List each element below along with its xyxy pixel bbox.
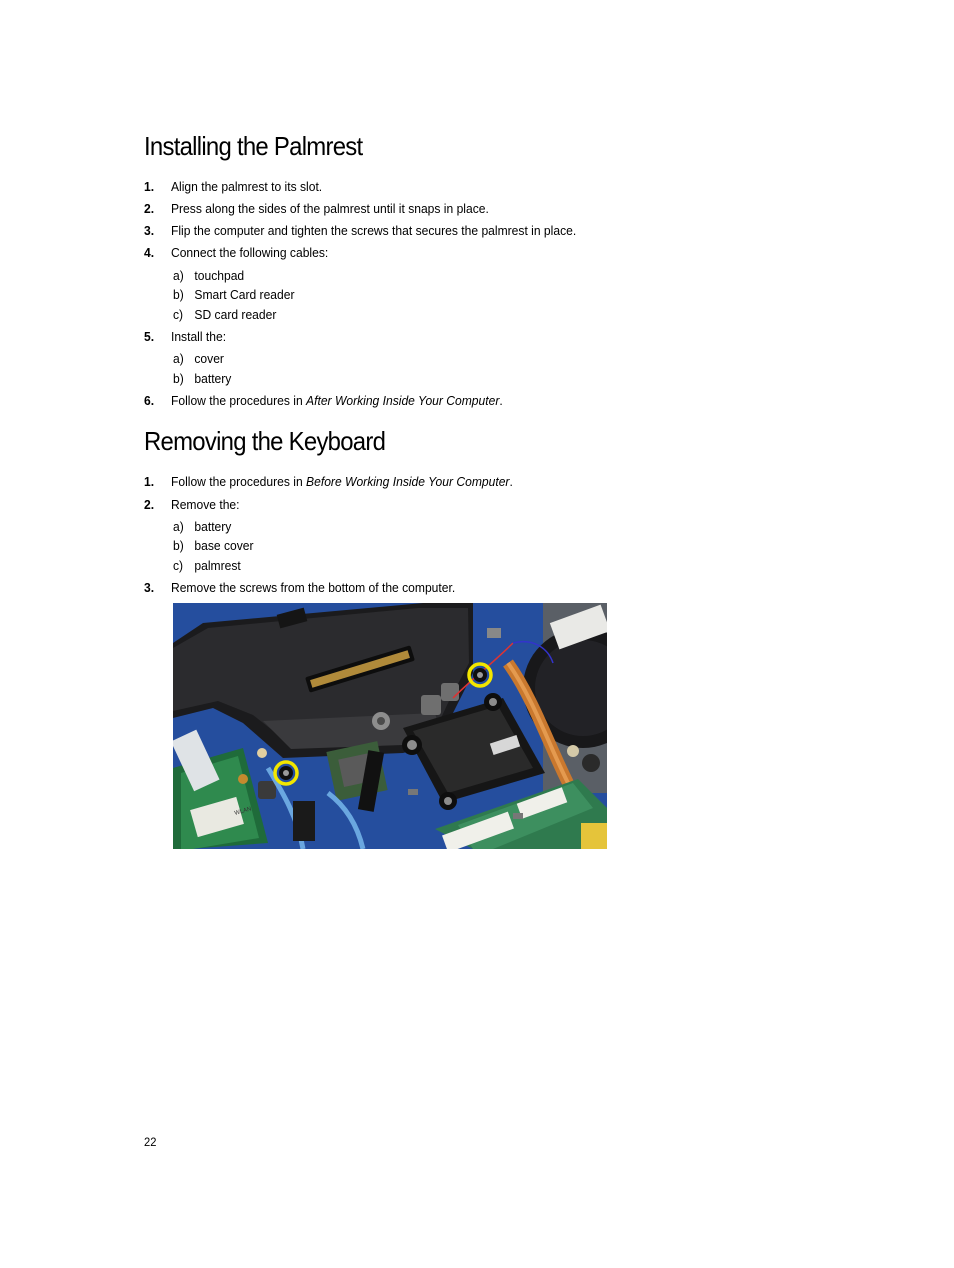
substep-b [173,371,231,387]
substep-text: battery [194,519,232,534]
substep-letter: b) [173,538,184,553]
step-1 [144,474,513,490]
step-6 [144,393,503,409]
step-number: 3. [144,580,155,595]
step-text: Remove the screws from the bottom of the computer. [170,580,456,595]
substep-text: SD card reader [194,307,277,322]
step-number: 3. [144,223,155,238]
step-text: Follow the procedures in [170,474,307,489]
step-number: 4. [144,245,155,260]
substep-letter: a) [173,268,184,283]
cross-reference-link[interactable]: After Working Inside Your Computer [306,393,500,408]
section-title-removing-keyboard: Removing the Keyboard [144,426,386,456]
step-5 [144,329,226,345]
substep-letter: c) [173,307,184,322]
substep-text: palmrest [194,558,241,573]
substep-text: touchpad [194,268,245,283]
step-text-end: . [509,474,513,489]
substep-letter: a) [173,351,184,366]
step-3 [144,223,576,239]
substep-a [173,268,244,284]
substep-letter: c) [173,558,184,573]
step-text: Follow the procedures in [170,393,307,408]
step-2 [144,201,489,217]
wlan-card-label: WLAN [233,806,253,817]
substep-a [173,519,231,535]
substep-letter: b) [173,287,184,302]
step-3 [144,580,455,596]
step-number: 1. [144,474,155,489]
step-text: Install the: [170,329,227,344]
substep-c [173,307,276,323]
step-text: Press along the sides of the palmrest until it snaps in place. [170,201,489,216]
substep-text: base cover [194,538,254,553]
step-text: Remove the: [170,497,240,512]
substep-letter: a) [173,519,184,534]
step-text: Flip the computer and tighten the screws that secures the palmrest in place. [170,223,577,238]
step-1 [144,179,322,195]
step-number: 2. [144,497,155,512]
motherboard-photo-illustration [173,603,607,849]
step-number: 2. [144,201,155,216]
step-number: 5. [144,329,155,344]
substep-a [173,351,224,367]
substep-letter: b) [173,371,184,386]
page-number: 22 [144,1135,157,1149]
section-title-installing-palmrest: Installing the Palmrest [144,131,363,161]
step-number: 6. [144,393,155,408]
substep-b [173,538,254,554]
substep-text: Smart Card reader [194,287,295,302]
substep-text: cover [194,351,224,366]
substep-c [173,558,241,574]
step-number: 1. [144,179,155,194]
step-2 [144,497,240,513]
cross-reference-link[interactable]: Before Working Inside Your Computer [306,474,510,489]
figure-keyboard-screws-photo [173,603,607,849]
substep-b [173,287,295,303]
step-text-end: . [499,393,503,408]
step-text: Connect the following cables: [170,245,329,260]
step-text: Align the palmrest to its slot. [170,179,323,194]
step-4 [144,245,328,261]
substep-text: battery [194,371,232,386]
